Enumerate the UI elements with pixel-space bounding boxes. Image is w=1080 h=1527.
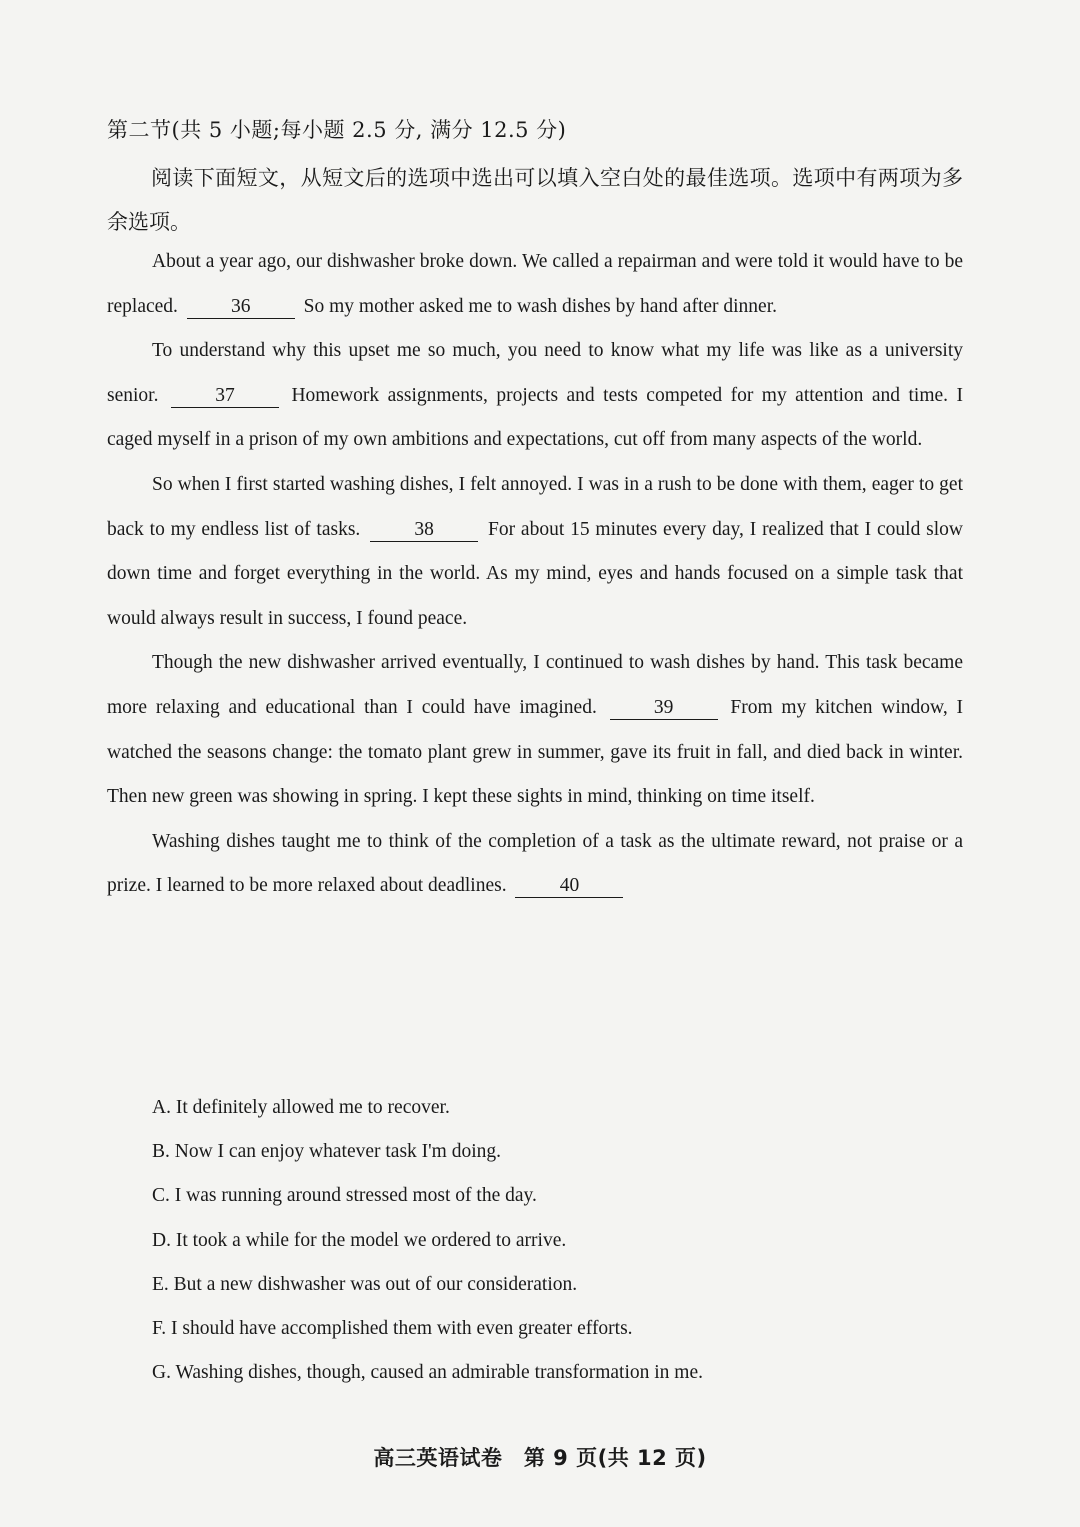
- paragraph-text: So when I first started washing dishes, I felt annoyed. I was in a rush to be done with them, eager to get back to my endless list of tasks.: [107, 473, 963, 540]
- paragraph-3: [107, 463, 963, 641]
- blank-40: 40: [515, 875, 623, 898]
- paragraph-1: [107, 240, 963, 329]
- reading-passage: [107, 240, 963, 909]
- paragraph-4: [107, 641, 963, 819]
- paragraph-text: Homework assignments, projects and tests competed for my attention and time. I caged myself in a prison of my own ambitions and expectations, cut off from many aspects of the world.: [107, 384, 964, 451]
- answer-options: [152, 1086, 703, 1395]
- blank-36: 36: [187, 296, 295, 319]
- page-footer: 高三英语试卷 第 9 页(共 12 页): [373, 1446, 707, 1470]
- instruction-text: 阅读下面短文，从短文后的选项中选出可以填入空白处的最佳选项。选项中有两项为多余选项。: [107, 166, 963, 234]
- paragraph-text: From my kitchen window, I watched the seasons change: the tomato plant grew in summer, gave its fruit in fall, and died back in winter. Then new green was showing in spring. I kept these sights in mind, thinking on time itself.: [107, 696, 963, 808]
- paragraph-2: [107, 329, 963, 463]
- blank-39: 39: [610, 697, 718, 720]
- paragraph-text: So my mother asked me to wash dishes by hand after dinner.: [303, 295, 777, 317]
- option-c: C. I was running around stressed most of the day.: [152, 1185, 537, 1207]
- option-a: A. It definitely allowed me to recover.: [152, 1097, 450, 1118]
- option-f: F. I should have accomplished them with even greater efforts.: [152, 1318, 633, 1340]
- paragraph-5: [107, 820, 963, 909]
- option-e: E. But a new dishwasher was out of our consideration.: [152, 1273, 578, 1295]
- paragraph-text: About a year ago, our dishwasher broke down. We called a repairman and were told it would have to be replaced.: [107, 251, 963, 317]
- paragraph-text: To understand why this upset me so much, you need to know what my life was like as a university senior.: [107, 340, 963, 406]
- paragraph-text: For about 15 minutes every day, I realized that I could slow down time and forget everything in the world. As my mind, eyes and hands focused on a simple task that would always result in success, I found peace.: [107, 518, 964, 629]
- blank-38: 38: [370, 519, 478, 542]
- option-b: B. Now I can enjoy whatever task I'm doing.: [152, 1141, 502, 1163]
- blank-37: 37: [171, 385, 279, 408]
- paragraph-text: Though the new dishwasher arrived eventually, I continued to wash dishes by hand. This task became more relaxing and educational than I could have imagined.: [107, 652, 963, 718]
- option-d: D. It took a while for the model we ordered to arrive.: [152, 1229, 567, 1251]
- option-g: G. Washing dishes, though, caused an admirable transformation in me.: [152, 1362, 703, 1384]
- section-title: 第二节(共 5 小题;每小题 2.5 分, 满分 12.5 分): [107, 118, 567, 142]
- paragraph-text: Washing dishes taught me to think of the completion of a task as the ultimate reward, not praise or a prize. I learned to be more relaxed about deadlines.: [107, 830, 963, 897]
